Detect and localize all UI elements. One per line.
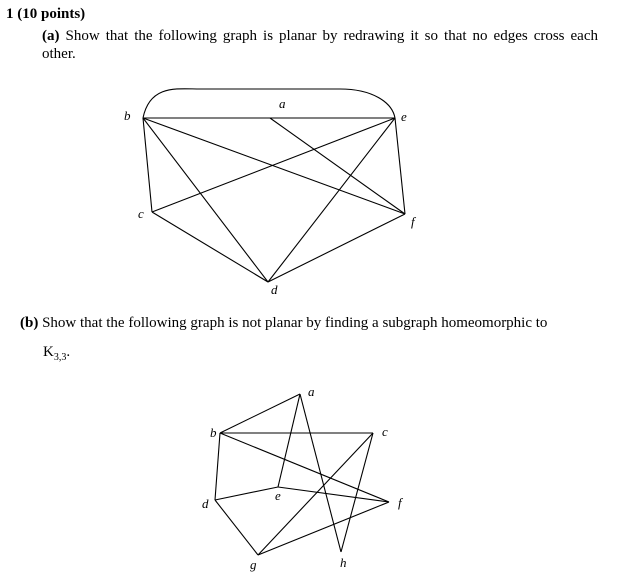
graph-b-label-h: h bbox=[340, 555, 347, 570]
graph-b-label-a: a bbox=[308, 384, 315, 399]
graph-a-edge-b-c bbox=[143, 118, 152, 212]
graph-a-edge-a-f bbox=[270, 118, 405, 214]
part-a-text: Show that the following graph is planar by redrawing it so that no edges cross each other. bbox=[42, 28, 599, 62]
graph-a-label-d: d bbox=[271, 282, 278, 297]
graph-a bbox=[124, 89, 417, 297]
graph-b-edge-d-e bbox=[215, 487, 278, 500]
graph-b-edge-e-f bbox=[278, 487, 389, 502]
k33-subscript: 3,3 bbox=[53, 352, 67, 363]
graph-b-label-g: g bbox=[250, 557, 257, 572]
graph-b-edge-a-e bbox=[278, 394, 300, 487]
graph-a-label-e: e bbox=[401, 109, 407, 124]
graph-b-edge-b-d bbox=[215, 433, 220, 500]
graph-a-label-b: b bbox=[124, 108, 131, 123]
k33-main: K bbox=[43, 344, 54, 360]
graph-b-label-f: f bbox=[398, 495, 402, 510]
graph-a-label-c: c bbox=[138, 206, 144, 221]
graph-b-edge-a-b bbox=[220, 394, 300, 433]
part-b-text: Show that the following graph is not planar by finding a subgraph homeomorphic to bbox=[42, 315, 548, 331]
graph-a-edge-d-f bbox=[268, 214, 405, 282]
graph-a-edge-b-f bbox=[143, 118, 405, 214]
graph-a-edge-e-f bbox=[395, 118, 405, 214]
graph-a-edge-a-b bbox=[143, 89, 395, 118]
graph-b-label-c: c bbox=[382, 424, 388, 439]
graph-b-edge-d-g bbox=[215, 500, 258, 555]
part-a-label: (a) bbox=[42, 28, 60, 44]
graph-b-label-b: b bbox=[210, 425, 217, 440]
part-b-label: (b) bbox=[20, 315, 39, 331]
graph-b-edge-c-h bbox=[341, 433, 373, 552]
graph-b-label-e: e bbox=[275, 488, 281, 503]
graph-a-label-a: a bbox=[279, 96, 286, 111]
graph-a-label-f: f bbox=[411, 214, 415, 229]
k33-period: . bbox=[66, 344, 71, 360]
graph-b bbox=[202, 384, 404, 572]
graph-a-edge-b-d bbox=[143, 118, 268, 282]
graph-b-label-d: d bbox=[202, 496, 209, 511]
problem-heading: 1 (10 points) bbox=[6, 6, 86, 22]
graph-a-edge-c-d bbox=[152, 212, 268, 282]
graph-b-edge-f-g bbox=[258, 502, 389, 555]
